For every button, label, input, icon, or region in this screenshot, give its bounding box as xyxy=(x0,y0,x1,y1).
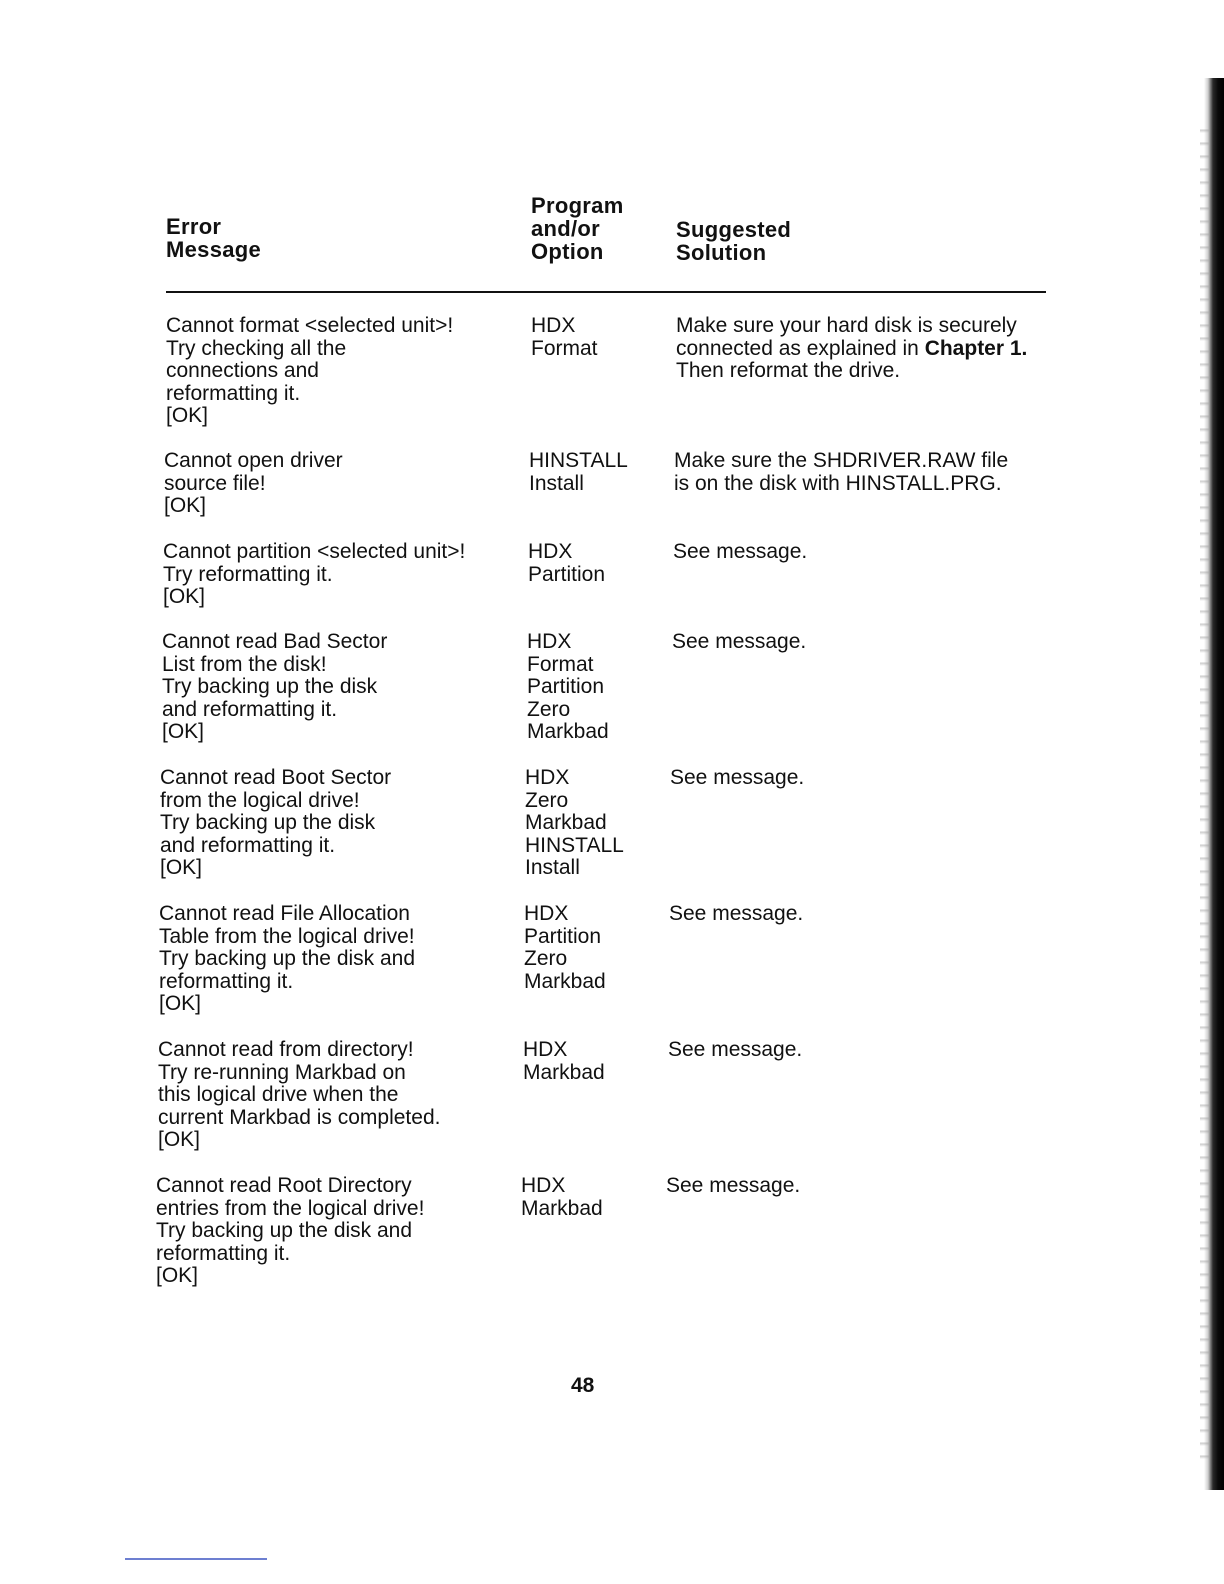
message-line: Try reformatting it. xyxy=(163,562,333,586)
header-line: Program xyxy=(531,193,624,218)
message-line: [OK] xyxy=(164,494,207,517)
message-line: from the logical drive! xyxy=(160,788,360,812)
table-row xyxy=(162,631,1082,761)
header-error-message xyxy=(166,215,261,261)
solution-cell xyxy=(666,1175,800,1198)
program-line: HDX xyxy=(524,902,569,925)
program-line: Zero xyxy=(524,947,568,970)
message-line: Table from the logical drive! xyxy=(159,924,415,948)
header-line: Option xyxy=(531,239,604,264)
header-program-option xyxy=(531,194,624,263)
solution-line: Make sure the SHDRIVER.RAW file xyxy=(674,449,1009,472)
program-line: Partition xyxy=(527,675,605,698)
program-line: Install xyxy=(529,471,584,495)
message-line: this logical drive when the xyxy=(158,1083,399,1106)
header-line: Solution xyxy=(676,240,767,265)
solution-line: Then reformat the drive. xyxy=(676,359,901,382)
program-line: Format xyxy=(531,336,598,360)
message-line: entries from the logical drive! xyxy=(156,1196,425,1220)
solution-cell xyxy=(669,903,803,926)
program-line: HDX xyxy=(528,540,573,563)
message-line: Cannot read Root Directory xyxy=(156,1174,412,1197)
program-line: HDX xyxy=(525,766,570,789)
solution-text: connected as explained in xyxy=(676,336,925,360)
header-divider xyxy=(166,291,1046,293)
solution-line: See message. xyxy=(672,630,807,653)
program-line: HINSTALL xyxy=(529,449,628,472)
table-row xyxy=(156,1175,1076,1305)
message-line: [OK] xyxy=(159,992,202,1015)
table-row xyxy=(159,903,1079,1033)
header-line: Suggested xyxy=(676,217,792,242)
header-line: Message xyxy=(166,237,262,262)
solution-line: See message. xyxy=(669,902,804,925)
program-option-cell xyxy=(524,903,606,993)
message-line: Try checking all the xyxy=(166,336,347,360)
solution-cell xyxy=(672,631,806,654)
message-line: and reformatting it. xyxy=(162,697,338,721)
program-line: Zero xyxy=(525,788,569,812)
program-option-cell xyxy=(525,767,624,880)
solution-cell xyxy=(674,450,1008,495)
solution-cell xyxy=(670,767,804,790)
error-message-cell xyxy=(166,315,453,428)
solution-line: See message. xyxy=(668,1038,803,1061)
header-line: Error xyxy=(166,214,222,239)
program-line: HDX xyxy=(527,630,572,653)
message-line: [OK] xyxy=(162,720,205,743)
program-line: Zero xyxy=(527,697,571,721)
program-line: Markbad xyxy=(524,969,606,993)
message-line: [OK] xyxy=(160,856,203,879)
message-line: current Markbad is completed. xyxy=(158,1105,441,1129)
error-message-cell xyxy=(160,767,391,880)
message-line: Try backing up the disk xyxy=(160,811,376,834)
bottom-blue-line xyxy=(125,1558,267,1560)
program-option-cell xyxy=(528,541,605,586)
program-line: Markbad xyxy=(521,1196,603,1220)
program-line: HINSTALL xyxy=(525,833,624,857)
program-line: HDX xyxy=(531,314,576,337)
message-line: [OK] xyxy=(156,1264,199,1287)
message-line: Cannot partition <selected unit>! xyxy=(163,540,466,563)
program-option-cell xyxy=(531,315,598,360)
program-line: Markbad xyxy=(525,811,607,834)
error-message-cell xyxy=(159,903,415,1016)
message-line: List from the disk! xyxy=(162,652,327,676)
program-line: HDX xyxy=(521,1174,566,1197)
table-row xyxy=(158,1039,1078,1169)
message-line: source file! xyxy=(164,471,266,495)
program-option-cell xyxy=(523,1039,605,1084)
message-line: [OK] xyxy=(163,585,206,608)
solution-line: is on the disk with HINSTALL.PRG. xyxy=(674,471,1002,495)
solution-cell xyxy=(668,1039,802,1062)
page-number: 48 xyxy=(571,1374,595,1397)
message-line: Try re-running Markbad on xyxy=(158,1060,406,1084)
program-line: Markbad xyxy=(527,720,609,743)
message-line: and reformatting it. xyxy=(160,833,336,857)
solution-cell xyxy=(676,315,1027,383)
program-line: Partition xyxy=(524,924,602,948)
program-option-cell xyxy=(529,450,628,495)
message-line: Cannot format <selected unit>! xyxy=(166,314,454,337)
message-line: [OK] xyxy=(158,1128,201,1151)
header-line: and/or xyxy=(531,216,601,241)
program-option-cell xyxy=(521,1175,603,1220)
message-line: Cannot read File Allocation xyxy=(159,902,410,925)
message-line: Try backing up the disk and xyxy=(159,947,416,970)
message-line: Cannot read Bad Sector xyxy=(162,630,388,653)
chapter-reference: Chapter 1. xyxy=(924,336,1028,360)
solution-line: Make sure your hard disk is securely xyxy=(676,314,1017,337)
message-line: connections and xyxy=(166,359,319,382)
scan-edge-speckle xyxy=(1200,120,1210,1460)
message-line: reformatting it. xyxy=(159,969,294,993)
error-message-cell xyxy=(158,1039,440,1152)
program-line: Format xyxy=(527,652,594,676)
header-suggested-solution xyxy=(676,218,791,264)
message-line: Try backing up the disk and xyxy=(156,1219,413,1242)
message-line: Cannot open driver xyxy=(164,449,343,472)
message-line: [OK] xyxy=(166,404,209,427)
message-line: Cannot read Boot Sector xyxy=(160,766,392,789)
error-message-cell xyxy=(163,541,465,609)
solution-line: See message. xyxy=(666,1174,801,1197)
program-line: HDX xyxy=(523,1038,568,1061)
message-line: Try backing up the disk xyxy=(162,675,378,698)
table-row xyxy=(166,315,1086,445)
program-line: Markbad xyxy=(523,1060,605,1084)
error-message-cell xyxy=(164,450,343,518)
program-option-cell xyxy=(527,631,609,744)
program-line: Partition xyxy=(528,562,606,586)
error-message-cell xyxy=(156,1175,424,1288)
program-line: Install xyxy=(525,856,580,879)
solution-cell xyxy=(673,541,807,564)
solution-line: See message. xyxy=(673,540,808,563)
solution-line: See message. xyxy=(670,766,805,789)
error-message-cell xyxy=(162,631,387,744)
table-row xyxy=(160,767,1080,897)
solution-line-with-reference xyxy=(676,338,1027,361)
message-line: reformatting it. xyxy=(166,381,301,405)
message-line: Cannot read from directory! xyxy=(158,1038,414,1061)
message-line: reformatting it. xyxy=(156,1241,291,1265)
